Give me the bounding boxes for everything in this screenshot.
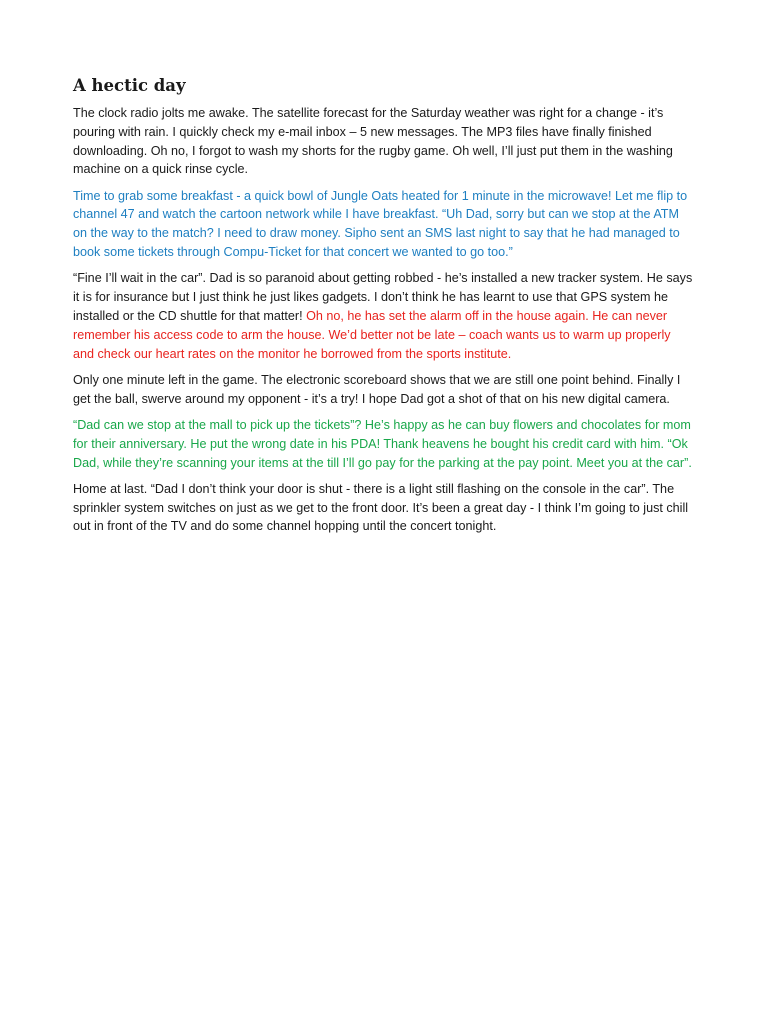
paragraph-6 — [73, 480, 695, 536]
paragraph-1 — [73, 104, 695, 179]
paragraph-2-text: Time to grab some breakfast - a quick bowl of Jungle Oats heated for 1 minute in the microwave! Let me flip to channel 47 and watch the cartoon network while I have breakfast. “Uh Dad, sorry but can we stop at the ATM on the way to the match? I need to draw money. Sipho sent an SMS last night to say that he had managed to book some tickets through Compu-Ticket for that concert we wanted to go too.” — [73, 188, 688, 260]
paragraph-6-text: Home at last. “Dad I don’t think your door is shut - there is a light still flashing on the console in the car”. The sprinkler system switches on just as we get to the front door. It’s been a great day - I think I’m going to just chill out in front of the TV and do some channel hopping until the concert tonight. — [73, 481, 689, 534]
paragraph-3-highlight-text: Oh no, he has set the alarm off in the house again. He can never remember his access code to arm the house. We’d better not be late – coach wants us to warm up properly and check our heart rates on the monitor he borrowed from the sports institute. — [73, 308, 671, 361]
paragraph-5-text: “Dad can we stop at the mall to pick up the tickets”? He’s happy as he can buy flowers and chocolates for mom for their anniversary. He put the wrong date in his PDA! Thank heavens he bought his credit card with him. “Ok Dad, while they’re scanning your items at the till I’ll go pay for the parking at the pay point. Meet you at the car”. — [73, 417, 692, 470]
paragraph-1-text: The clock radio jolts me awake. The satellite forecast for the Saturday weather was right for a change - it’s pouring with rain. I quickly check my e-mail inbox – 5 new messages. The MP3 files have finally finished downloading. Oh no, I forgot to wash my shorts for the rugby game. Oh well, I’ll just put them in the washing machine on a quick rinse cycle. — [73, 106, 673, 177]
paragraph-4-text: Only one minute left in the game. The electronic scoreboard shows that we are still one point behind. Finally I get the ball, swerve around my opponent - it’s a try! I hope Dad got a shot of that on his new digital camera. — [73, 372, 681, 406]
paragraph-3 — [73, 269, 695, 363]
paragraph-5 — [73, 416, 695, 472]
document-title: A hectic day — [73, 76, 186, 95]
document-page — [73, 74, 695, 544]
paragraph-4 — [73, 371, 695, 409]
paragraph-3-text: “Fine I’ll wait in the car”. Dad is so paranoid about getting robbed - he’s installed a new tracker system. He says it is for insurance but I just think he just likes gadgets. I don’t think he has learnt to use that GPS system he installed or the CD shuttle for that matter! — [73, 271, 693, 323]
paragraph-2 — [73, 187, 695, 262]
